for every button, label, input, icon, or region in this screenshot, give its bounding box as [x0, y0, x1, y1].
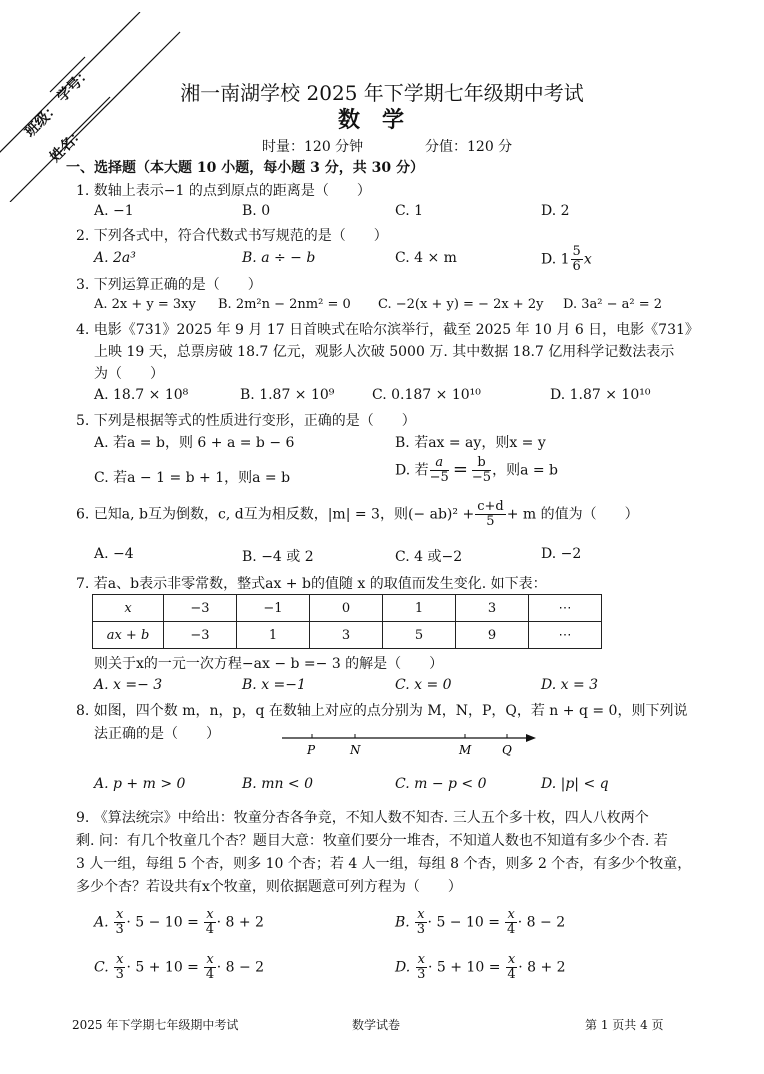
q5-d-prefix: D. 若	[395, 462, 429, 479]
q1-option-a: A. −1	[94, 203, 134, 219]
table-cell: ⋯	[529, 595, 602, 622]
q6-option-c: C. 4 或−2	[395, 549, 463, 565]
table-cell: 1	[237, 622, 310, 649]
table-row	[93, 622, 602, 649]
q7-option-d: D. x = 3	[541, 677, 599, 693]
q9-line4: 多少个杏？若设共有x个牧童，则依据题意可列方程为（ ）	[76, 879, 462, 895]
table-cell: x	[93, 595, 164, 622]
q5-option-a: A. 若a = b，则 6 + a = b − 6	[94, 435, 295, 451]
q6-option-d: D. −2	[541, 546, 582, 562]
q4-line3: 为（ ）	[94, 366, 164, 382]
subject-title: 数学	[337, 107, 426, 133]
table-cell: ax + b	[93, 622, 164, 649]
q8-line1: 8. 如图，四个数 m，n，p，q 在数轴上对应的点分别为 M，N，P，Q，若 n + q = 0，则下列说	[76, 703, 688, 719]
table-cell: −1	[237, 595, 310, 622]
q8-option-a: A. p + m > 0	[94, 776, 186, 792]
q7-option-a: A. x =− 3	[94, 677, 163, 693]
q8-number-line	[280, 728, 540, 758]
table-cell: −3	[164, 622, 237, 649]
q1-stem: 1. 数轴上表示−1 的点到原点的距离是（ ）	[76, 183, 371, 199]
frac-den: 3	[417, 967, 426, 982]
frac-num: x	[206, 907, 214, 922]
exam-time: 时量：120 分钟	[262, 139, 364, 155]
q1-option-d: D. 2	[541, 203, 570, 219]
q9-c-expr2: · 8 − 2	[216, 959, 265, 976]
table-row	[93, 595, 602, 622]
q4-line1: 4. 电影《731》2025 年 9 月 17 日首映式在哈尔滨举行，截至 2025 年 10 月 6 日，电影《731》	[76, 322, 699, 338]
q4-option-d: D. 1.87 × 10¹⁰	[550, 387, 651, 403]
point-label: Q	[502, 743, 512, 757]
footer-center: 数学试卷	[352, 1018, 401, 1032]
q9-d-expr1: · 5 + 10 =	[427, 959, 501, 976]
q7-stem: 7. 若a、b表示非零常数，整式ax + b的值随 x 的取值而发生变化. 如下表：	[76, 576, 547, 592]
q5-d-den2: −5	[471, 470, 492, 485]
q6-stem	[76, 500, 639, 529]
q9-option-d	[395, 953, 566, 982]
q3-option-d: D. 3a² − a² = 2	[563, 297, 663, 312]
frac-num: x	[417, 952, 425, 967]
q9-c-letter: C.	[94, 959, 109, 976]
q9-line2: 剩. 问：有几个牧童几个杏？题目大意：牧童们要分一堆杏，不知道人数也不知道有多少个杏. 若	[76, 833, 668, 849]
table-cell: −3	[164, 595, 237, 622]
q5-d-den1: −5	[429, 470, 449, 485]
q3-option-a: A. 2x + y = 3xy	[94, 297, 196, 312]
frac-den: 3	[416, 922, 426, 937]
q4-option-c: C. 0.187 × 10¹⁰	[372, 387, 481, 403]
table-cell: 3	[310, 622, 383, 649]
table-cell: 9	[456, 622, 529, 649]
table-cell: 0	[310, 595, 383, 622]
q5-d-num1: a	[430, 456, 449, 471]
q8-option-d: D. |p| < q	[541, 776, 609, 792]
frac-num: x	[507, 907, 515, 922]
q4-line2: 上映 19 天，总票房破 18.7 亿元，观影人次破 5000 万. 其中数据 18.7 亿用科学记数法表示	[94, 344, 675, 360]
q2-stem: 2. 下列各式中，符合代数式书写规范的是（ ）	[76, 228, 388, 244]
q2-d-prefix: D. 1	[541, 251, 570, 268]
q7-tail: 则关于x的一元一次方程−ax − b =− 3 的解是（ ）	[94, 656, 444, 672]
class-label: 班级：	[22, 99, 64, 141]
q3-option-c: C. −2(x + y) = − 2x + 2y	[378, 297, 544, 312]
q6-option-a: A. −4	[94, 546, 134, 562]
exam-title: 湘一南湖学校 2025 年下学期七年级期中考试	[180, 81, 584, 105]
q6-fraction	[475, 500, 506, 529]
q9-b-expr2: · 8 − 2	[517, 914, 566, 931]
q2-d-numerator: 5	[572, 244, 581, 259]
frac-num: x	[417, 907, 425, 922]
q9-a-expr2: · 8 + 2	[216, 914, 264, 931]
q9-d-letter: D.	[395, 959, 411, 976]
q9-b-expr1: · 5 − 10 =	[427, 914, 500, 931]
q8-option-c: C. m − p < 0	[395, 776, 487, 792]
frac-num: x	[116, 952, 124, 967]
q5-option-c: C. 若a − 1 = b + 1，则a = b	[94, 470, 291, 486]
q5-d-suffix: ，则a = b	[492, 462, 559, 479]
frac-num: x	[507, 952, 516, 967]
footer-left: 2025 年下学期七年级期中考试	[72, 1018, 239, 1032]
table-cell: ⋯	[529, 622, 602, 649]
footer-page-number: 第 1 页共 4 页	[585, 1018, 664, 1032]
q2-d-fraction	[571, 245, 583, 274]
q5-d-equals: =	[452, 458, 468, 480]
q2-option-d	[541, 245, 592, 274]
q6-frac-numerator: c+d	[477, 499, 504, 514]
q2-d-suffix: x	[583, 251, 592, 268]
q9-option-a	[94, 908, 264, 937]
point-label: P	[307, 743, 316, 757]
frac-den: 4	[205, 922, 215, 937]
q9-option-c	[94, 953, 264, 982]
q9-line3: 3 人一组，每组 5 个杏，则多 10 个杏；若 4 人一组，每组 8 个杏，则多 2 个杏，有多少个牧童，	[76, 856, 692, 872]
q7-option-c: C. x = 0	[395, 677, 452, 693]
q9-a-letter: A.	[94, 914, 109, 931]
q9-a-expr1: · 5 − 10 =	[126, 914, 199, 931]
q7-value-table	[92, 594, 602, 649]
q6-stem-prefix: 6. 已知a, b互为倒数，c, d互为相反数，|m| = 3，则(− ab)² +	[76, 506, 475, 523]
q5-d-fraction-left	[430, 456, 449, 485]
point-label: M	[459, 743, 472, 757]
q9-b-letter: B.	[395, 914, 410, 931]
frac-den: 4	[507, 967, 516, 982]
name-label: 姓名：	[47, 124, 89, 166]
q5-option-d	[395, 456, 558, 485]
q5-d-num2: b	[472, 456, 491, 471]
q8-option-b: B. mn < 0	[242, 776, 314, 792]
q6-stem-suffix: + m 的值为（ ）	[506, 506, 639, 523]
point-label: N	[350, 743, 361, 757]
q9-option-b	[395, 908, 565, 937]
frac-den: 4	[205, 967, 215, 982]
q9-c-expr1: · 5 + 10 =	[126, 959, 199, 976]
frac-num: x	[206, 952, 214, 967]
q4-option-b: B. 1.87 × 10⁹	[240, 387, 335, 403]
student-id-label: 学号：	[54, 64, 96, 106]
q5-d-fraction-right	[472, 456, 491, 485]
q4-option-a: A. 18.7 × 10⁸	[94, 387, 189, 403]
exam-score: 分值：120 分	[425, 139, 513, 155]
q2-d-denominator: 6	[572, 259, 581, 274]
q3-option-b: B. 2m²n − 2nm² = 0	[218, 297, 351, 312]
q5-stem: 5. 下列是根据等式的性质进行变形，正确的是（ ）	[76, 413, 416, 429]
q2-option-c: C. 4 × m	[395, 250, 457, 266]
frac-den: 3	[115, 922, 124, 937]
q6-option-b: B. −4 或 2	[242, 549, 314, 565]
q9-d-expr2: · 8 + 2	[518, 959, 566, 976]
frac-den: 4	[506, 922, 516, 937]
q5-option-b: B. 若ax = ay，则x = y	[395, 435, 546, 451]
q1-option-b: B. 0	[242, 203, 271, 219]
section-heading: 一、选择题（本大题 10 小题，每小题 3 分，共 30 分）	[66, 160, 424, 176]
q1-option-c: C. 1	[395, 203, 424, 219]
q9-line1: 9. 《算法统宗》中给出：牧童分杏各争竞，不知人数不知杏. 三人五个多十枚，四人八枚两个	[76, 810, 649, 826]
arrow-icon	[526, 734, 536, 742]
table-cell: 5	[383, 622, 456, 649]
q7-option-b: B. x =−1	[242, 677, 306, 693]
q2-option-b: B. a ÷ − b	[242, 250, 316, 266]
table-cell: 3	[456, 595, 529, 622]
table-cell: 1	[383, 595, 456, 622]
q2-option-a: A. 2a³	[94, 250, 136, 266]
q8-line2: 法正确的是（ ）	[94, 726, 220, 742]
frac-den: 3	[115, 967, 124, 982]
frac-num: x	[116, 907, 124, 922]
q6-frac-denominator: 5	[486, 514, 495, 529]
q3-stem: 3. 下列运算正确的是（ ）	[76, 277, 262, 293]
